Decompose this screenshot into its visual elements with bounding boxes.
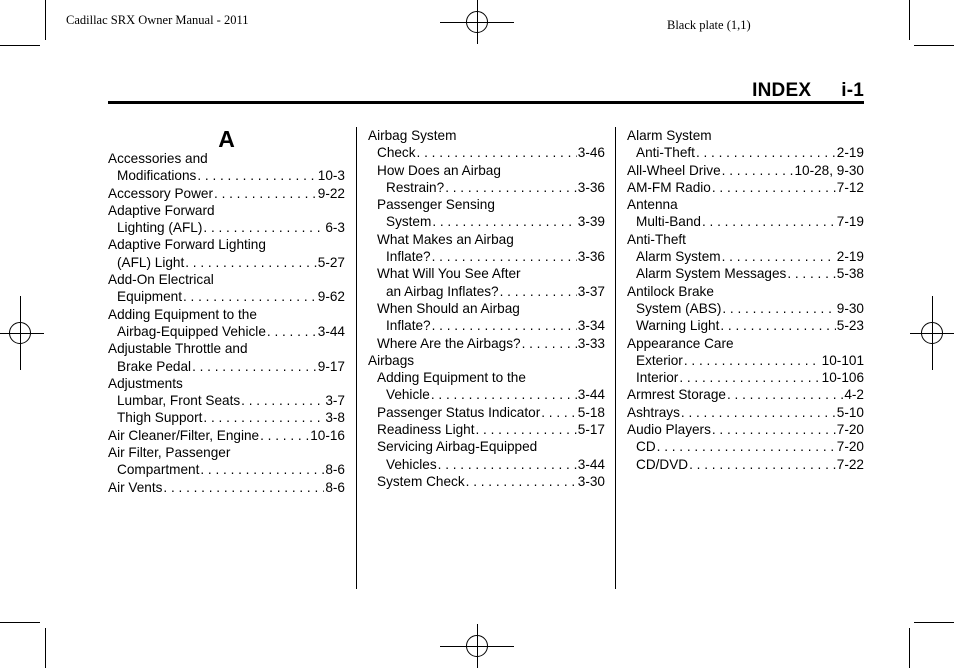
entry-page-ref: 9-62 bbox=[317, 289, 345, 305]
index-entry bbox=[368, 283, 605, 300]
entry-page-ref: 5-23 bbox=[836, 318, 864, 334]
dot-leader bbox=[712, 179, 836, 196]
index-entry bbox=[108, 392, 345, 409]
index-entry bbox=[108, 323, 345, 340]
entry-page-ref: 3-36 bbox=[577, 179, 605, 195]
dot-leader bbox=[727, 386, 843, 403]
dot-leader bbox=[432, 213, 576, 230]
entry-page-ref: 3-36 bbox=[577, 249, 605, 265]
index-entry bbox=[108, 358, 345, 375]
index-heading: Passenger Sensing bbox=[377, 197, 495, 213]
index-entry bbox=[368, 404, 605, 421]
entry-term: Equipment bbox=[117, 289, 182, 305]
entry-term: Inflate? bbox=[386, 249, 431, 265]
entry-term: CD bbox=[636, 439, 656, 455]
index-entry bbox=[108, 219, 345, 236]
index-column-2 bbox=[368, 127, 605, 490]
section-letter: A bbox=[218, 126, 235, 152]
index-heading: Adaptive Forward bbox=[108, 202, 215, 218]
entry-page-ref: 2-19 bbox=[836, 145, 864, 161]
entry-term: CD/DVD bbox=[636, 456, 689, 472]
entry-term: Brake Pedal bbox=[117, 358, 192, 374]
entry-term: All-Wheel Drive bbox=[627, 162, 721, 178]
entry-term: Anti-Theft bbox=[636, 145, 695, 161]
entry-term: Interior bbox=[636, 370, 679, 386]
entry-page-ref: 3-44 bbox=[317, 323, 345, 339]
dot-leader bbox=[241, 392, 324, 409]
entry-page-ref: 3-39 bbox=[577, 214, 605, 230]
entry-page-ref: 7-22 bbox=[836, 456, 864, 472]
entry-page-ref: 8-6 bbox=[325, 462, 345, 478]
entry-term: Readiness Light bbox=[377, 422, 475, 438]
dot-leader bbox=[183, 288, 317, 305]
entry-page-ref: 9-22 bbox=[317, 185, 345, 201]
index-heading: Alarm System bbox=[627, 128, 712, 143]
index-heading: Servicing Airbag-Equipped bbox=[377, 439, 538, 455]
entry-page-ref: 7-12 bbox=[836, 179, 864, 195]
dot-leader bbox=[684, 352, 821, 369]
entry-page-ref: 3-30 bbox=[577, 473, 605, 489]
header-rule bbox=[108, 101, 864, 104]
entry-term: Warning Light bbox=[636, 318, 720, 334]
entry-page-ref: 10-16 bbox=[310, 427, 345, 443]
index-entry bbox=[627, 300, 864, 317]
index-heading: Anti-Theft bbox=[627, 231, 686, 247]
index-heading: What Will You See After bbox=[377, 266, 521, 282]
entry-page-ref: 10-3 bbox=[317, 168, 345, 184]
entry-term: System Check bbox=[377, 473, 465, 489]
index-heading: When Should an Airbag bbox=[377, 300, 520, 316]
index-entry bbox=[108, 185, 345, 202]
entry-term: Restrain? bbox=[386, 179, 445, 195]
index-column-1 bbox=[108, 127, 345, 496]
index-heading: How Does an Airbag bbox=[377, 162, 501, 178]
index-entry bbox=[108, 427, 345, 444]
entry-page-ref: 5-10 bbox=[836, 404, 864, 420]
index-entry bbox=[368, 179, 605, 196]
dot-leader bbox=[720, 317, 835, 334]
index-heading: Accessories and bbox=[108, 151, 208, 166]
entry-page-ref: 10-28, 9-30 bbox=[794, 162, 864, 178]
index-entry bbox=[368, 213, 605, 230]
index-entry bbox=[368, 421, 605, 438]
entry-page-ref: 3-7 bbox=[325, 393, 345, 409]
dot-leader bbox=[200, 461, 324, 478]
dot-leader bbox=[689, 456, 836, 473]
entry-page-ref: 5-17 bbox=[577, 422, 605, 438]
entry-page-ref: 7-20 bbox=[836, 422, 864, 438]
entry-page-ref: 4-2 bbox=[844, 387, 864, 403]
index-entry bbox=[627, 213, 864, 230]
entry-term: Where Are the Airbags? bbox=[377, 335, 521, 351]
dot-leader bbox=[722, 248, 836, 265]
index-entry bbox=[368, 473, 605, 490]
entry-term: Check bbox=[377, 145, 416, 161]
entry-page-ref: 3-8 bbox=[325, 410, 345, 426]
dot-leader bbox=[541, 404, 577, 421]
dot-leader bbox=[657, 438, 836, 455]
entry-term: (AFL) Light bbox=[117, 254, 185, 270]
entry-page-ref: 3-34 bbox=[577, 318, 605, 334]
index-entry bbox=[627, 265, 864, 282]
dot-leader bbox=[681, 404, 836, 421]
index-entry bbox=[108, 167, 345, 184]
entry-page-ref: 3-46 bbox=[577, 145, 605, 161]
index-entry bbox=[627, 404, 864, 421]
entry-term: Multi-Band bbox=[636, 214, 701, 230]
dot-leader bbox=[197, 167, 316, 184]
entry-term: Air Cleaner/Filter, Engine bbox=[108, 427, 260, 443]
dot-leader bbox=[466, 473, 577, 490]
entry-term: Audio Players bbox=[627, 422, 711, 438]
page-heading bbox=[752, 80, 864, 102]
dot-leader bbox=[192, 358, 317, 375]
entry-term: Airbag-Equipped Vehicle bbox=[117, 323, 266, 339]
dot-leader bbox=[417, 144, 577, 161]
entry-term: Exterior bbox=[636, 352, 683, 368]
index-entry bbox=[627, 248, 864, 265]
entry-page-ref: 9-30 bbox=[836, 300, 864, 316]
entry-page-ref: 3-33 bbox=[577, 335, 605, 351]
index-heading: Airbags bbox=[368, 352, 415, 368]
index-entry bbox=[627, 179, 864, 196]
entry-term: Vehicles bbox=[386, 456, 437, 472]
index-heading: Adding Equipment to the bbox=[377, 370, 526, 386]
entry-term: AM-FM Radio bbox=[627, 179, 711, 195]
index-entry bbox=[368, 248, 605, 265]
dot-leader bbox=[432, 317, 577, 334]
index-heading: Adjustments bbox=[108, 375, 183, 391]
index-entry bbox=[108, 254, 345, 271]
entry-page-ref: 5-18 bbox=[577, 404, 605, 420]
index-heading: Antilock Brake bbox=[627, 283, 714, 299]
index-heading: Add-On Electrical bbox=[108, 272, 214, 288]
plate-label: Black plate (1,1) bbox=[667, 18, 751, 32]
entry-page-ref: 3-37 bbox=[577, 283, 605, 299]
dot-leader bbox=[787, 265, 835, 282]
section-title: INDEX bbox=[752, 80, 812, 101]
index-entry bbox=[627, 421, 864, 438]
index-heading: Airbag System bbox=[368, 128, 457, 143]
index-entry bbox=[368, 386, 605, 403]
dot-leader bbox=[476, 421, 577, 438]
column-divider bbox=[356, 127, 357, 589]
index-entry bbox=[627, 144, 864, 161]
entry-term: Lighting (AFL) bbox=[117, 220, 203, 236]
entry-page-ref: 8-6 bbox=[325, 479, 345, 495]
index-entry bbox=[627, 317, 864, 334]
dot-leader bbox=[500, 283, 577, 300]
dot-leader bbox=[679, 369, 820, 386]
entry-page-ref: 5-27 bbox=[317, 254, 345, 270]
index-entry bbox=[108, 288, 345, 305]
index-heading: Adaptive Forward Lighting bbox=[108, 237, 266, 253]
dot-leader bbox=[438, 456, 577, 473]
index-entry bbox=[627, 352, 864, 369]
dot-leader bbox=[203, 219, 324, 236]
entry-page-ref: 7-20 bbox=[836, 439, 864, 455]
entry-page-ref: 2-19 bbox=[836, 249, 864, 265]
dot-leader bbox=[185, 254, 317, 271]
entry-page-ref: 7-19 bbox=[836, 214, 864, 230]
dot-leader bbox=[163, 479, 324, 496]
entry-term: Alarm System bbox=[636, 249, 721, 265]
entry-term: Passenger Status Indicator bbox=[377, 404, 541, 420]
column-divider bbox=[615, 127, 616, 589]
index-entry bbox=[627, 162, 864, 179]
dot-leader bbox=[432, 248, 577, 265]
entry-term: an Airbag Inflates? bbox=[386, 283, 499, 299]
index-heading: What Makes an Airbag bbox=[377, 231, 514, 247]
index-entry bbox=[108, 461, 345, 478]
entry-page-ref: 10-101 bbox=[821, 352, 864, 368]
index-entry bbox=[627, 386, 864, 403]
entry-term: Thigh Support bbox=[117, 410, 203, 426]
index-entry bbox=[627, 456, 864, 473]
index-entry bbox=[108, 479, 345, 496]
entry-page-ref: 3-44 bbox=[577, 387, 605, 403]
index-entry bbox=[368, 317, 605, 334]
dot-leader bbox=[445, 179, 577, 196]
dot-leader bbox=[696, 144, 836, 161]
dot-leader bbox=[702, 213, 836, 230]
entry-term: Ashtrays bbox=[627, 404, 680, 420]
index-entry bbox=[368, 335, 605, 352]
dot-leader bbox=[722, 162, 794, 179]
index-heading: Adding Equipment to the bbox=[108, 306, 257, 322]
index-entry bbox=[368, 144, 605, 161]
entry-page-ref: 3-44 bbox=[577, 456, 605, 472]
entry-page-ref: 5-38 bbox=[836, 266, 864, 282]
index-entry bbox=[627, 438, 864, 455]
dot-leader bbox=[260, 427, 309, 444]
entry-term: Alarm System Messages bbox=[636, 266, 787, 282]
entry-page-ref: 10-106 bbox=[821, 370, 864, 386]
entry-term: Accessory Power bbox=[108, 185, 214, 201]
index-heading: Antenna bbox=[627, 197, 678, 213]
entry-term: Lumbar, Front Seats bbox=[117, 393, 241, 409]
entry-term: Inflate? bbox=[386, 318, 431, 334]
entry-term: Vehicle bbox=[386, 387, 430, 403]
manual-title: Cadillac SRX Owner Manual - 2011 bbox=[66, 13, 249, 27]
index-heading: Adjustable Throttle and bbox=[108, 341, 248, 357]
dot-leader bbox=[522, 335, 577, 352]
entry-page-ref: 9-17 bbox=[317, 358, 345, 374]
page-number: i-1 bbox=[841, 80, 864, 101]
dot-leader bbox=[722, 300, 835, 317]
entry-term: Compartment bbox=[117, 462, 200, 478]
index-column-3 bbox=[627, 127, 864, 473]
dot-leader bbox=[203, 409, 324, 426]
index-entry bbox=[368, 456, 605, 473]
entry-term: System (ABS) bbox=[636, 300, 722, 316]
dot-leader bbox=[214, 185, 317, 202]
entry-term: System bbox=[386, 214, 432, 230]
index-entry bbox=[108, 409, 345, 426]
dot-leader bbox=[431, 386, 577, 403]
entry-term: Air Vents bbox=[108, 479, 163, 495]
entry-term: Armrest Storage bbox=[627, 387, 726, 403]
entry-term: Modifications bbox=[117, 168, 197, 184]
index-heading: Air Filter, Passenger bbox=[108, 445, 231, 461]
entry-page-ref: 6-3 bbox=[325, 220, 345, 236]
dot-leader bbox=[267, 323, 317, 340]
dot-leader bbox=[712, 421, 836, 438]
index-heading: Appearance Care bbox=[627, 335, 734, 351]
index-entry bbox=[627, 369, 864, 386]
